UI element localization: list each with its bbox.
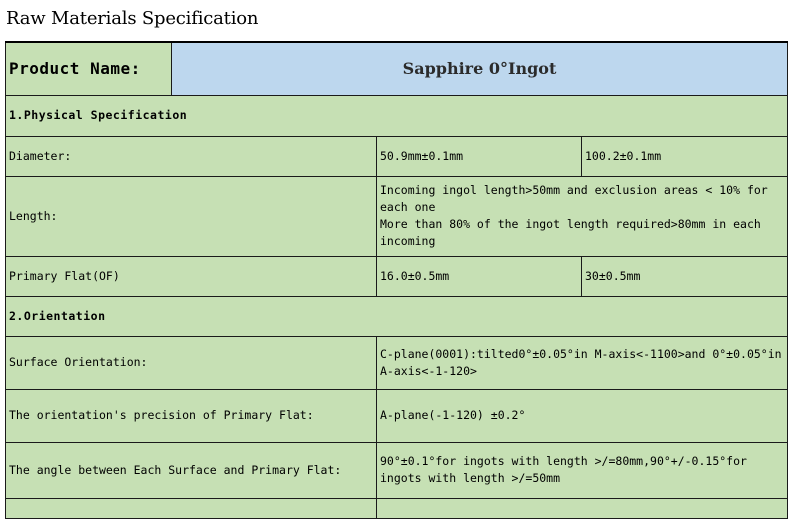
section-title-orientation: 2.Orientation: [6, 296, 788, 336]
row-surface-flat-angle: [6, 442, 788, 498]
product-name-label: Product Name:: [6, 42, 172, 95]
section-row-physical: [6, 95, 788, 136]
surface-flat-angle-value: 90°±0.1°for ingots with length >/=80mm,90°+/-0.15°for ingots with length >/=50mm: [377, 442, 788, 498]
row-continued: [6, 498, 788, 518]
continued-cell-left: [6, 498, 377, 518]
product-name-value: Sapphire 0°Ingot: [172, 42, 788, 95]
flat-precision-value: A-plane(-1-120) ±0.2°: [377, 389, 788, 442]
continued-cell-right: [377, 498, 788, 518]
length-label: Length:: [6, 176, 377, 256]
row-length: [6, 176, 788, 256]
surface-orientation-value: C-plane(0001):tilted0°±0.05°in M-axis<-1100>and 0°±0.05°in A-axis<-1-120>: [377, 336, 788, 389]
primary-flat-label: Primary Flat(OF): [6, 256, 377, 296]
row-surface-orientation: [6, 336, 788, 389]
diameter-value-a: 50.9mm±0.1mm: [377, 136, 582, 176]
document-title: Raw Materials Specification: [6, 8, 259, 29]
flat-precision-label: The orientation's precision of Primary Flat:: [6, 389, 377, 442]
row-primary-flat: [6, 256, 788, 296]
diameter-value-b: 100.2±0.1mm: [582, 136, 788, 176]
row-flat-precision: [6, 389, 788, 442]
product-name-row: [6, 42, 788, 95]
row-diameter: [6, 136, 788, 176]
primary-flat-value-b: 30±0.5mm: [582, 256, 788, 296]
surface-orientation-label: Surface Orientation:: [6, 336, 377, 389]
spec-table: [5, 41, 788, 519]
surface-flat-angle-label: The angle between Each Surface and Primary Flat:: [6, 442, 377, 498]
length-value: Incoming ingol length>50mm and exclusion areas < 10% for each one More than 80% of the ingot length required>80mm in each incoming: [377, 176, 788, 256]
section-title-physical: 1.Physical Specification: [6, 95, 788, 136]
diameter-label: Diameter:: [6, 136, 377, 176]
primary-flat-value-a: 16.0±0.5mm: [377, 256, 582, 296]
section-row-orientation: [6, 296, 788, 336]
